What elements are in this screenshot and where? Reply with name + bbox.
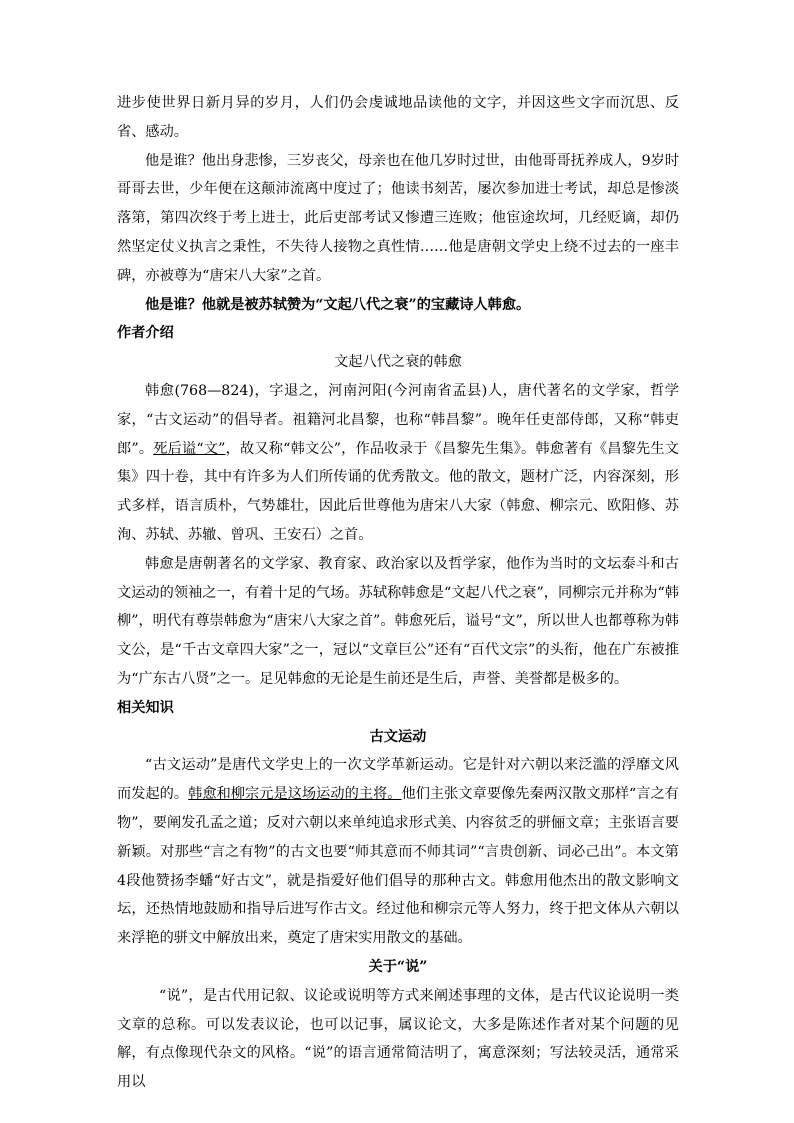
text-run: ，故又称“韩文公”，作品收录于《昌黎先生集》。韩愈著有《昌黎先生文集》四十卷，其中有许多为人们所传诵的优秀散文。他的散文，题材广泛，内容深刻，形式多样，语言质朴，气势雄壮，因此后世尊他为唐宋八大家（韩愈、柳宗元、欧阳修、苏洵、苏轼、苏辙、曾巩、王安石）之首。 — [117, 440, 679, 543]
underlined-text: 死后谥“文” — [153, 440, 226, 457]
section-title-movement: 古文运动 — [369, 728, 427, 745]
paragraph-answer: 他是谁？他就是被苏轼赞为“文起八代之衰”的宝藏诗人韩愈。 — [145, 296, 531, 313]
text-run: “古文运动”是唐代文学史上的一次文学革新运动。它是针对六朝以来泛滥的浮靡文风而发起的。 — [117, 757, 679, 803]
paragraph-shuo: “说”，是古代用记叙、议论或说明等方式来阐述事理的文体，是古代议论说明一类文章的总称。可以发表议论，也可以记事，属议论文，大多是陈述作者对某个问题的见解，有点像现代杂文的风格。“说”的语言通常简洁明了，寓意深刻；写法较灵活，通常采用以 — [117, 987, 679, 1091]
paragraph-who-is-he: 他是谁？他出身悲惨，三岁丧父，母亲也在他几岁时过世，由他哥哥抚养成人，9岁时哥哥去世，少年便在这颠沛流离中度过了；他读书刻苦，屡次参加进士考试，却总是惨淡落第，第四次终于考上进士，此后吏部考试又惨遭三连败；他宦途坎坷，几经贬谪，却仍然坚定仗义执言之秉性，不失待人接物之真性情……他是唐朝文学史上绕不过去的一座丰碑，亦被尊为“唐宋八大家”之首。 — [117, 152, 679, 284]
paragraph-intro-end: 进步使世界日新月异的岁月，人们仍会虔诚地品读他的文字，并因这些文字而沉思、反省、感动。 — [117, 95, 679, 140]
section-title-shuo: 关于“说” — [368, 958, 428, 975]
section-heading-author: 作者介绍 — [117, 325, 174, 342]
text-run: 他们主张文章要像先秦两汉散文那样“言之有物”，要阐发孔孟之道；反对六朝以来单纯追求形式美、内容贫乏的骈俪文章；主张语言要新颖。对那些“言之有物”的古文也要“师其意而不师其词”“言贵创新、词必己出”。本文第4段他赞扬李蟠“好古文”，就是指爱好他们倡导的那种古文。韩愈用他杰出的散文影响文坛，还热情地鼓励和指导后进写作古文。经过他和柳宗元等人努力，终于把文体从六朝以来浮艳的骈文中解放出来，奠定了唐宋实用散文的基础。 — [117, 786, 679, 947]
text-run: 韩愈(768—824)，字退之，河南河阳(今河南省孟县)人，唐代著名的文学家，哲学家，“古文运动”的倡导者。祖籍河北昌黎，也称“韩昌黎”。晚年任吏部侍郎，又称“韩吏郎”。 — [117, 382, 679, 457]
section-title-author: 文起八代之衰的韩愈 — [334, 354, 462, 371]
paragraph-movement — [117, 751, 679, 953]
underlined-text: 韩愈和柳宗元是这场运动的主将。 — [188, 786, 402, 803]
section-heading-related: 相关知识 — [117, 699, 174, 716]
document-page — [117, 89, 679, 1097]
paragraph-author-bio — [117, 377, 679, 550]
paragraph-author-reputation: 韩愈是唐朝著名的文学家、教育家、政治家以及哲学家，他作为当时的文坛泰斗和古文运动的领袖之一，有着十足的气场。苏轼称韩愈是“文起八代之衰”，同柳宗元并称为“韩柳”，明代有尊崇韩愈为“唐宋八大家之首”。韩愈死后，谥号“文”，所以世人也都尊称为韩文公，是“千古文章四大家”之一，冠以“文章巨公”还有“百代文宗”的头衔，他在广东被推为“广东古八贤”之一。足见韩愈的无论是生前还是生后，声誉、美誉都是极多的。 — [117, 555, 679, 687]
